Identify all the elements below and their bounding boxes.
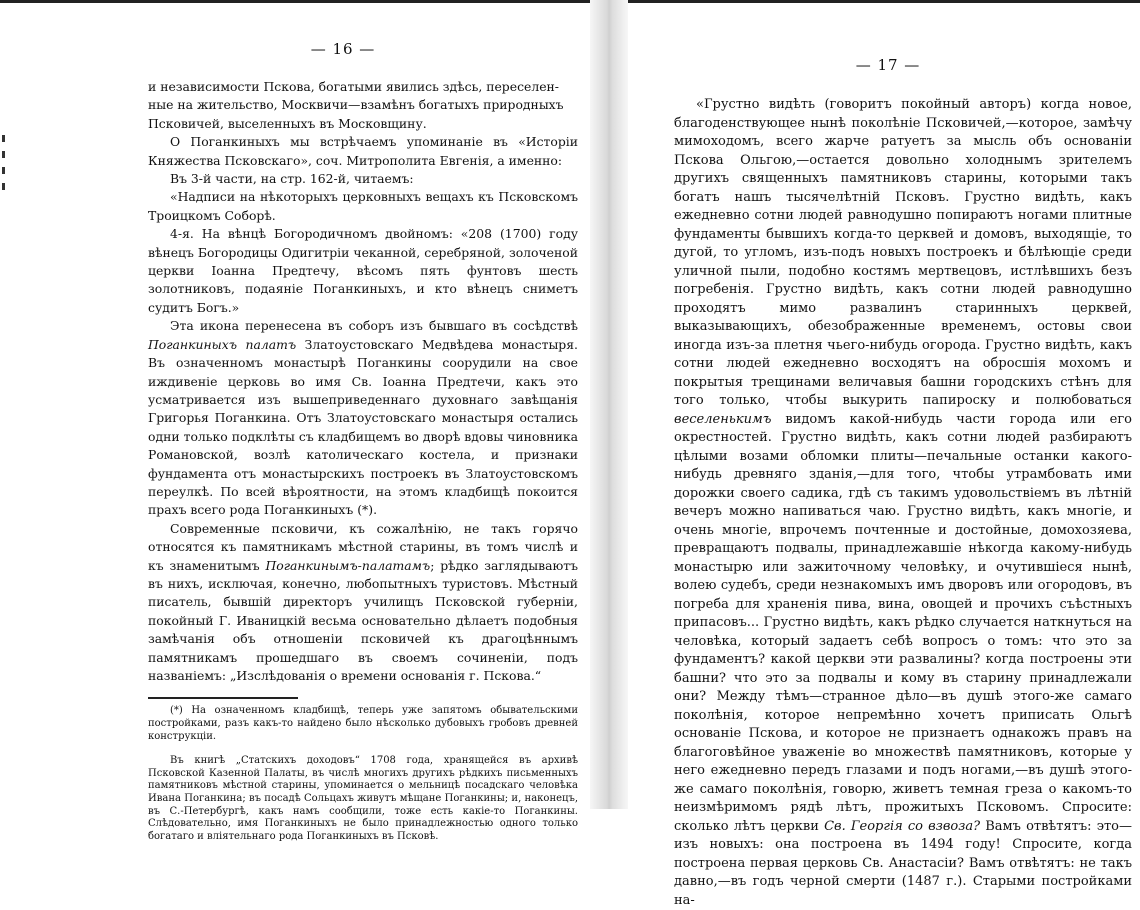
paragraph-crown-inscription: 4-я. На вѣнцѣ Богородичномъ двойномъ: «208 (1700) году вѣнецъ Богородицы Одигитріи чеканной, серебряной, золоченой церкви Іоанна Предтечу, вѣсомъ пять фунтовъ шесть золотниковъ, подаяніе Поганкиныхъ, и кто вѣнецъ сниметъ судитъ Богъ.» bbox=[148, 226, 578, 315]
left-page bbox=[100, 0, 586, 842]
page-number-16: — 16 — bbox=[310, 40, 376, 58]
text-segment: Вамъ отвѣтятъ: это—изъ новыхъ: она построена въ 1494 году! Спросите, когда построена первая церковь Св. Анастасіи? Вамъ отвѣтятъ: не такъ давно,—въ годъ черной смерти (1487 г.). Старыми постройками на- bbox=[674, 818, 1132, 908]
text-segment: Эта икона перенесена въ соборъ изъ бывшаго въ сосѣдствѣ bbox=[170, 318, 578, 334]
paragraph-volume-reference: Въ 3-й части, на стр. 162-й, читаемъ: bbox=[170, 171, 414, 187]
paragraph-ivanitsky-quote bbox=[674, 96, 1132, 910]
right-page-text bbox=[674, 96, 1132, 910]
edge-marks bbox=[2, 135, 8, 195]
italic-pogankin-chambers: Поганкиныхъ палатъ bbox=[148, 336, 297, 352]
paragraph-icon-moved bbox=[148, 317, 578, 519]
book-gutter bbox=[590, 0, 628, 809]
text-segment: видомъ какой-нибудь части города или его окрестностей. Грустно видѣть, какъ сотни людей разбираютъ цѣлыми возами обломки плиты—печальные останки какого-нибудь древняго зданія,—для того, чтобы утрамбовать ими дорожки своего садика, гдѣ съ такимъ удовольствіемъ въ лѣтній вечеръ можно напиваться чаю. Грустно видѣть, какъ многіе, и очень многіе, впрочемъ почтенные и достойные, домохозяева, превращаютъ подвалы, принадлежавшіе нѣкогда какому-нибудь монастырю или зажиточному человѣку, и очутившіеся нынѣ, волею судебъ, среди незнакомыхъ имъ дворовъ или огородовъ, въ погреба для храненія пива, вина, овощей и прочихъ съѣстныхъ припасовъ... Грустно видѣть, какъ рѣдко случается наткнуться на человѣка, который задаетъ себѣ вопросъ о томъ: что это за фундаментъ? какой церкви эти развалины? когда построены эти башни? что это за подвалы и кому въ старину принадлежали они? Между тѣмъ—странное дѣло—въ душѣ этого-же самаго поколѣнія, которое непремѣнно хочетъ приписать Ольгѣ основаніе Пскова, и которое не признаетъ однакожъ правъ на благоговѣйное уваженіе во множествѣ памятниковъ, которые у него ежедневно передъ глазами и подъ ногами,—въ душѣ этого-же самаго поколѣнія, говорю, живетъ темная греза о какомъ-то неизмѣримомъ рядѣ лѣтъ, прожитыхъ Псковомъ. Спросите: сколько лѣтъ церкви bbox=[674, 411, 1132, 834]
paragraph-evgeniy-mention: О Поганкиныхъ мы встрѣчаемъ упоминаніе въ «Исторіи Княжества Псковскаго», соч. Митрополита Евгенія, а именно: bbox=[148, 134, 578, 168]
italic-veselenkim: веселенькимъ bbox=[674, 411, 772, 427]
left-line-3: Псковичей, выселенныхъ въ Московщину. bbox=[148, 115, 427, 131]
left-line-1: и независимости Пскова, богатыми явились здѣсь, переселен- bbox=[148, 79, 559, 94]
footnote-statskie-dohody: Въ книгѣ „Статскихъ доходовъ“ 1708 года, хранящейся въ архивѣ Псковской Казенной Палаты, въ числѣ многихъ другихъ рѣдкихъ письменныхъ памятниковъ мѣстной старины, упоминается о мельницѣ посадскаго человѣка Ивана Поганкина; въ посадѣ Сольцахъ живутъ мѣщане Поганкины; и, наконецъ, въ С.-Петербургѣ, какъ намъ сообщили, тоже есть какіе-то Поганкины. Слѣдовательно, имя Поганкиныхъ не было принадлежностью одного только богатаго и вліятельнаго рода Поганкиныхъ въ Псковѣ. bbox=[148, 755, 578, 842]
paragraph-modern-pskovians bbox=[148, 520, 578, 686]
italic-st-george-church: Св. Георгія со взвоза? bbox=[824, 818, 981, 834]
italic-pogankin-palaces: Поганкинымъ-палатамъ bbox=[265, 557, 431, 573]
right-page bbox=[640, 0, 1136, 908]
footnote-rule bbox=[148, 697, 298, 699]
text-segment: ; рѣдко заглядываютъ въ нихъ, исключая, конечно, любопытныхъ туристовъ. Мѣстный писатель, бывшій директоръ училищъ Псковской губерніи, покойный Г. Иваницкій весьма основательно дѣлаетъ подобныя замѣчанія объ отношеніи псковичей къ драгоцѣннымъ памятникамъ прошедшаго въ своемъ сочиненіи, подъ названіемъ: „Изслѣдованія о времени основанія г. Пскова.“ bbox=[148, 557, 578, 683]
footnote-cemetery: (*) На означенномъ кладбищѣ, теперь уже запятомъ обывательскими постройками, разъ какъ-то найдено было нѣсколько дубовыхъ гробовъ древней конструкціи. bbox=[148, 705, 578, 742]
page-number-17: — 17 — bbox=[855, 56, 921, 74]
text-segment: «Грустно видѣть (говоритъ покойный авторъ) когда новое, благоденствующее нынѣ поколѣніе Псковичей,—которое, замѣчу мимоходомъ, всего жарче ратуетъ за мысль объ основаніи Пскова Ольгою,—остается довольно холоднымъ зрителемъ другихъ священныхъ памятниковъ старины, которыми такъ богатъ нашъ тысячелѣтній Псковъ. Грустно видѣть, какъ ежедневно сотни людей равнодушно попираютъ ногами плитные фундаменты бывшихъ когда-то церквей и домовъ, выходящіе, то дугой, то угломъ, изъ-подъ новыхъ построекъ и бѣлѣющіе среди уличной пыли, подобно костямъ мертвецовъ, истлѣвшихъ безъ погребенія. Грустно видѣть, какъ сотни людей равнодушно проходятъ мимо развалинъ старинныхъ церквей, выказывающихъ, обезображенные временемъ, остовы свои иногда изъ-за плетня чьего-нибудь огорода. Грустно видѣть, какъ сотни людей ежедневно восходятъ на обросшія мохомъ и покрытыя трещинами величавыя башни городскихъ стѣнъ для того только, чтобы выкурить папироску и полюбоваться bbox=[674, 97, 1132, 408]
text-segment: Златоустовскаго Медвѣдева монастыря. Въ означенномъ монастырѣ Поганкины соорудили на свое иждивеніе церковь во имя Св. Іоанна Предтечи, какъ это усматривается изъ вышеприведеннаго духовнаго завѣщанія Григорья Поганкина. Отъ Златоустовскаго монастыря остались одни только подклѣты съ кладбищемъ во дворѣ вдовы чиновника Романовской, возлѣ католическаго костела, и признаки фундамента отъ монастырскихъ построекъ въ Златоустовскомъ переулкѣ. По всей вѣроятности, на этомъ кладбищѣ покоится прахъ всего рода Поганкиныхъ (*). bbox=[148, 336, 578, 518]
left-page-text bbox=[148, 78, 578, 843]
left-line-2: ные на жительство, Москвичи—взамѣнъ богатыхъ природныхъ bbox=[148, 97, 564, 113]
paragraph-inscriptions-heading: «Надписи на нѣкоторыхъ церковныхъ вещахъ къ Псковскомъ Троицкомъ Соборѣ. bbox=[148, 189, 578, 223]
text-segment: Современные псковичи, къ сожалѣнію, не такъ горячо относятся къ памятникамъ мѣстной старины, въ томъ числѣ и къ знаменитымъ bbox=[148, 520, 578, 573]
